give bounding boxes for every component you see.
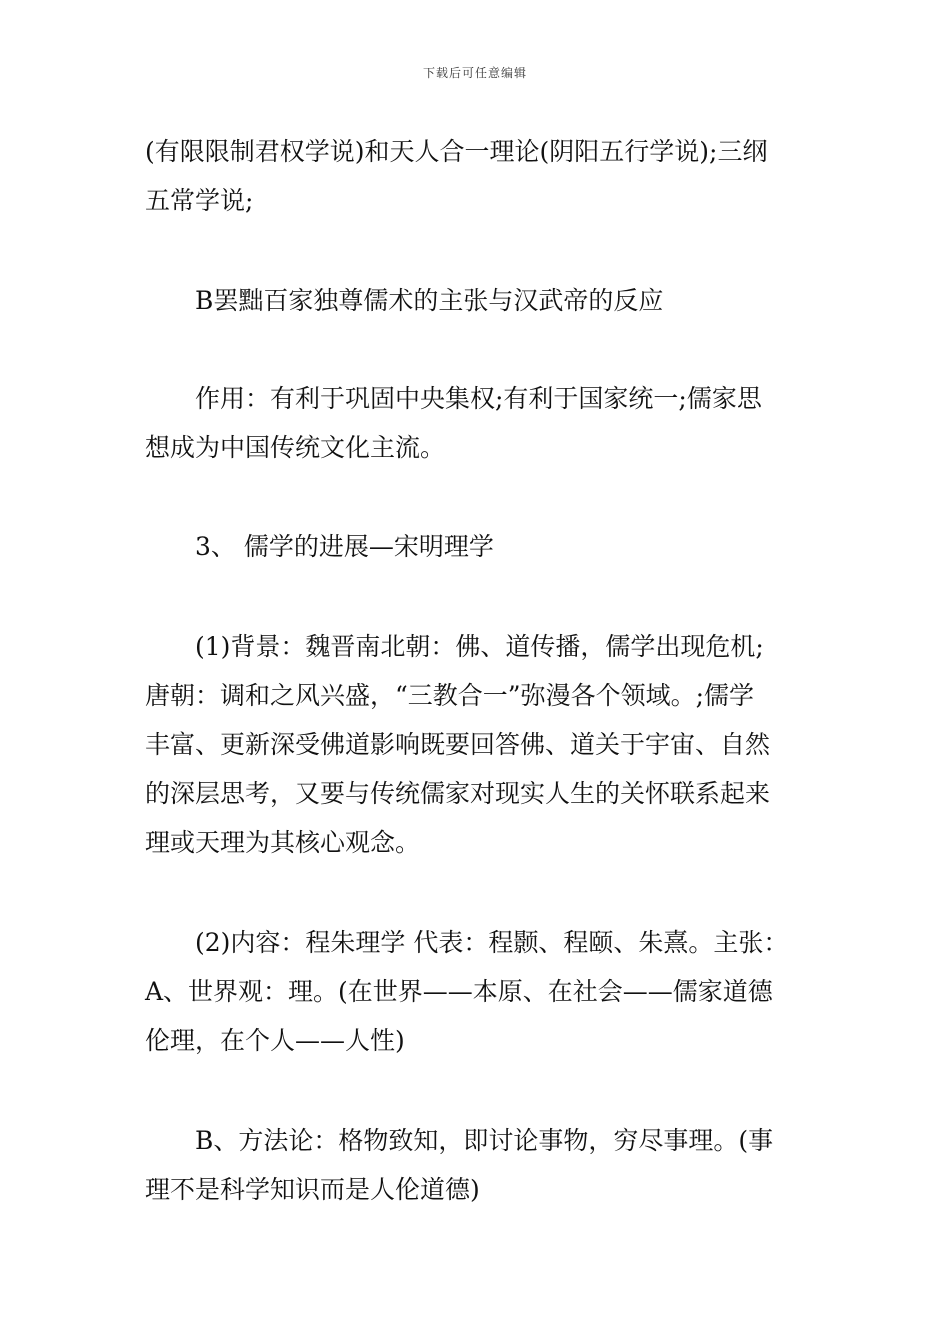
paragraph-line: A、世界观：理。(在世界——本原、在社会——儒家道德 xyxy=(145,977,773,1006)
paragraph-7 xyxy=(145,1116,813,1214)
paragraph-line: 伦理，在个人——人性) xyxy=(145,1026,405,1055)
paragraph-2 xyxy=(145,276,813,325)
paragraph-line: B罢黜百家独尊儒术的主张与汉武帝的反应 xyxy=(195,286,664,315)
paragraph-3 xyxy=(145,374,813,472)
paragraph-line: (1)背景：魏晋南北朝：佛、道传播，儒学出现危机; xyxy=(195,632,764,661)
paragraph-line: 唐朝：调和之风兴盛，“三教合一”弥漫各个领域。;儒学 xyxy=(145,681,754,710)
paragraph-line: 理不是科学知识而是人伦道德) xyxy=(145,1175,480,1204)
paragraph-line: 五常学说; xyxy=(145,186,254,215)
paragraph-1 xyxy=(145,127,813,225)
paragraph-line: B、方法论：格物致知，即讨论事物，穷尽事理。(事 xyxy=(195,1126,774,1155)
paragraph-line: 的深层思考，又要与传统儒家对现实人生的关怀联系起来 xyxy=(145,779,771,808)
paragraph-4 xyxy=(145,522,813,571)
paragraph-5 xyxy=(145,622,813,867)
paragraph-line: (有限限制君权学说)和天人合一理论(阴阳五行学说);三纲 xyxy=(145,137,768,166)
paragraph-line: 作用：有利于巩固中央集权;有利于国家统一;儒家思 xyxy=(195,384,762,413)
paragraph-line: 丰富、更新深受佛道影响既要回答佛、道关于宇宙、自然 xyxy=(145,730,771,759)
paragraph-line: 3、 儒学的进展—宋明理学 xyxy=(195,532,494,561)
page-header: 下载后可任意编辑 xyxy=(422,66,527,80)
paragraph-line: 想成为中国传统文化主流。 xyxy=(145,433,446,462)
paragraph-6 xyxy=(145,918,813,1065)
paragraph-line: (2)内容：程朱理学 代表：程颢、程颐、朱熹。主张： xyxy=(195,928,789,957)
paragraph-line: 理或天理为其核心观念。 xyxy=(145,828,421,857)
